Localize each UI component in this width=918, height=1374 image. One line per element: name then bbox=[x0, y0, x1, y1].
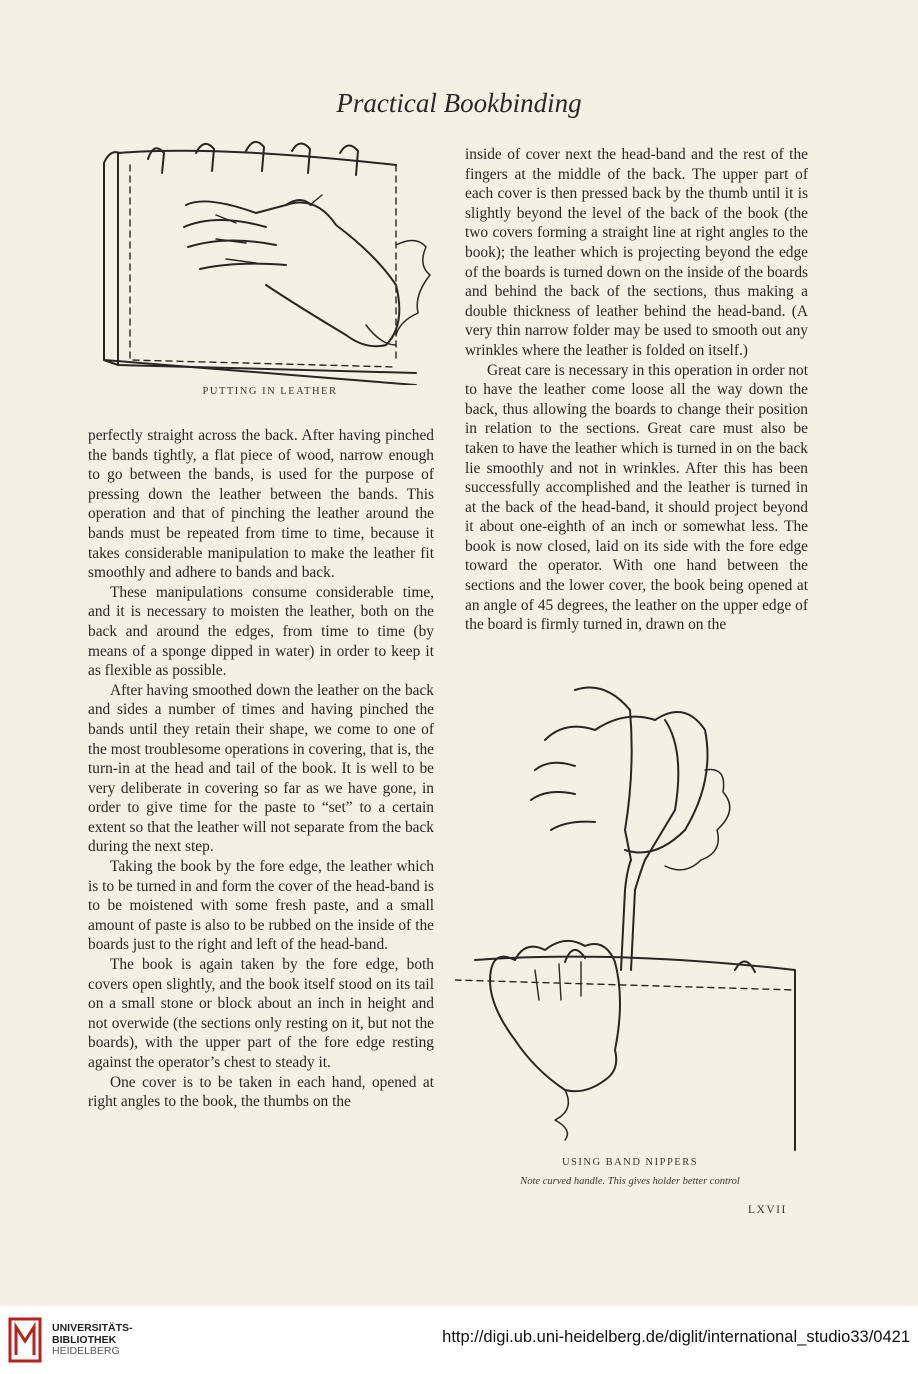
running-title: Practical Bookbinding bbox=[336, 88, 582, 118]
left-text-column bbox=[88, 426, 434, 1112]
figure-2-note: Note curved handle. This gives holder better control bbox=[520, 1176, 740, 1187]
paragraph: Taking the book by the fore edge, the leather which is to be turned in and form the cover of the head-band is to be moistened with some fresh paste, and a small amount of paste is also to be rubbed on the inside of the boards just to the right and left of the head-band. bbox=[88, 858, 434, 954]
footer-bar bbox=[0, 1306, 918, 1374]
university-library-logo-icon bbox=[8, 1317, 42, 1363]
paragraph: After having smoothed down the leather on the back and sides a number of times and having pinched the bands until they retain their shape, we come to one of the most troublesome operations in covering, that is, the turn-in at the head and tail of the book. It is well to be very deliberate in covering so far as we have gone, in order to give time for the paste to “set” to a certain extent so that the leather will not separate from the back during the next step. bbox=[88, 681, 434, 856]
right-text-column bbox=[465, 145, 808, 635]
paragraph: One cover is to be taken in each hand, opened at right angles to the book, the thumbs on the bbox=[88, 1073, 434, 1111]
institution-name: UNIVERSITÄTS- BIBLIOTHEK HEIDELBERG bbox=[52, 1322, 133, 1357]
paragraph: These manipulations consume considerable time, and it is necessary to moisten the leather, both on the back and around the edges, from time to time (by means of a sponge dipped in water) in order to keep it as flexible as possible. bbox=[88, 583, 434, 680]
figure-using-band-nippers bbox=[455, 670, 805, 1160]
figure-1-caption: PUTTING IN LEATHER bbox=[202, 386, 338, 397]
figure-2-caption: USING BAND NIPPERS bbox=[561, 1157, 699, 1168]
paragraph: Great care is necessary in this operation in order not to have the leather come loose all the way down the back, thus allowing the boards to change their position in relation to the sections. Great care must also be taken to have the leather which is turned in on the back lie smoothly and not in wrinkles. After this has been successfully accomplished and the leather is turned in at the back of the head-band, it should project beyond it about one-eighth of an inch or somewhat less. The book is now closed, laid on its side with the fore edge toward the operator. With one hand between the sections and the lower cover, the book being opened at an angle of 45 degrees, the leather on the upper edge of the board is firmly turned in, drawn on the bbox=[465, 361, 808, 634]
source-url[interactable]: http://digi.ub.uni-heidelberg.de/diglit/international_studio33/0421 bbox=[442, 1328, 910, 1346]
paragraph: inside of cover next the head-band and the rest of the fingers at the middle of the back. The upper part of each cover is then pressed back by the thumb until it is slightly beyond the level of the back of the book (the two covers forming a straight line at right angles to the book); the leather which is projecting beyond the edge of the boards is turned down on the inside of the boards and behind the back of the sections, thus making a double thickness of leather behind the head-band. (A very thin narrow folder may be used to smooth out any wrinkles where the leather is folded on itself.) bbox=[465, 146, 808, 359]
paragraph: perfectly straight across the back. After having pinched the bands tightly, a flat piece of wood, narrow enough to go between the bands, is used for the purpose of pressing down the leather between the bands. This operation and that of pinching the leather around the bands must be repeated from time to time, because it takes considerable manipulation to make the leather fit smoothly and adhere to bands and back. bbox=[88, 427, 434, 582]
paragraph: The book is again taken by the fore edge, both covers open slightly, and the book itself stood on its tail on a small stone or block about an inch in height and not overwide (the sections only resting on it, but not the boards), with the upper part of the fore edge resting against the operator’s chest to steady it. bbox=[88, 956, 434, 1071]
figure-putting-in-leather bbox=[96, 135, 446, 385]
page-folio: LXVII bbox=[748, 1204, 787, 1216]
